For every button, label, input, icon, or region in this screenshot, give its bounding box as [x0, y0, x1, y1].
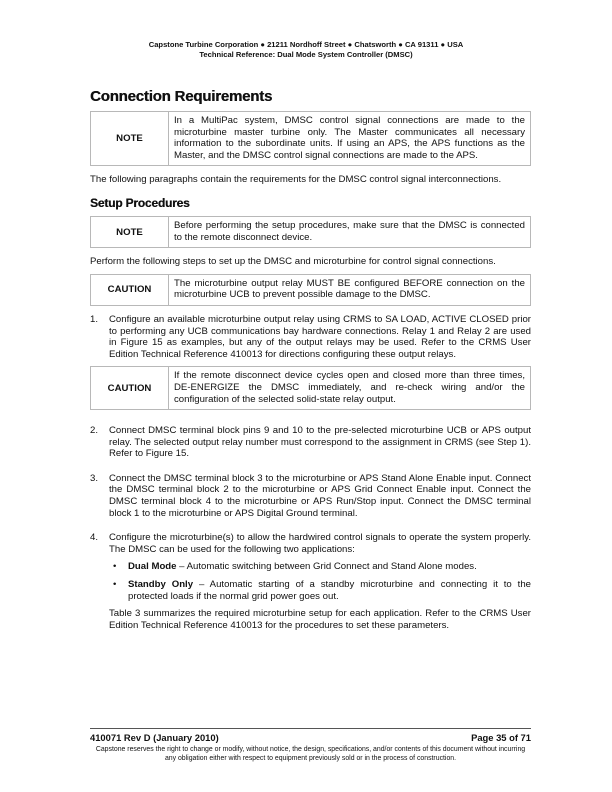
caution-text: The microturbine output relay MUST BE configured BEFORE connection on the microturbine UCB to prevent possible damage to the DMSC. [174, 277, 525, 301]
note-label: NOTE [91, 217, 169, 247]
step-text: Connect the DMSC terminal block 3 to the microturbine or APS Stand Alone Enable input. Connect the DMSC terminal block 2 to the microturbine or APS Grid Connect Enable input. Connect the DMSC terminal block 4 to the microturbine or APS Run/Stop input. Connect the DMSC terminal block 1 to the microturbine or APS Digital Ground terminal. [109, 472, 531, 519]
bullet-text: – Automatic starting of a standby microturbine and connecting it to the protected loads if the normal grid power goes out. [128, 579, 531, 602]
step-text: Configure the microturbine(s) to allow the hardwired control signals to operate the system properly. The DMSC can be used for the following two applications: [109, 532, 531, 555]
bullet-item [109, 561, 531, 573]
bullet-text: – Automatic switching between Grid Connect and Stand Alone modes. [176, 561, 477, 573]
step-number: 4. [90, 532, 99, 544]
bullet-term: Dual Mode [128, 561, 177, 573]
footer-disclaimer: Capstone reserves the right to change or modify, without notice, the design, specifications, and/or contents of this document without incurring any obligation either with respect to equipment previously sold or in the process of construction. [95, 746, 526, 762]
bullet-icon: • [113, 561, 117, 573]
note-box-setup [90, 216, 531, 248]
page-number: Page 35 of 71 [471, 732, 531, 743]
caution-box [90, 274, 531, 306]
step-number: 2. [90, 425, 99, 437]
header-line-1: Capstone Turbine Corporation ● 21211 Nordhoff Street ● Chatsworth ● CA 91311 ● USA [148, 40, 464, 49]
step-item [90, 425, 531, 466]
closing-paragraph: Table 3 summarizes the required microturbine setup for each application. Refer to the CRMS User Edition Technical Reference 410013 for the procedures to set these parameters. [109, 608, 531, 631]
note-text: In a MultiPac system, DMSC control signal connections are made to the microturbine master turbine only. The Master communicates all necessary information to the subordinate units. If using an APS, the APS functions as the Master, and the DMSC control signal connections are made to the APS. [174, 115, 525, 161]
caution-label: CAUTION [91, 367, 169, 409]
document-number: 410071 Rev D (January 2010) [90, 732, 219, 743]
step-text: Connect DMSC terminal block pins 9 and 10 to the pre-selected microturbine UCB or APS output relay. The selected output relay number must correspond to the assignment in CRMS (see Step 1). Refer to Figure 15. [109, 425, 531, 460]
step-number: 3. [90, 472, 99, 484]
note-label: NOTE [91, 112, 169, 165]
subsection-title: Setup Procedures [90, 195, 190, 210]
intro-paragraph: The following paragraphs contain the requirements for the DMSC control signal interconnections. [90, 174, 502, 186]
step-text: Configure an available microturbine output relay using CRMS to SA LOAD, ACTIVE CLOSED prior to performing any UCB communications bay hardware connections. Relay 1 and Relay 2 are used in Figure 15 as examples, but any of the output relays may be used. Refer to the CRMS User Edition Technical Reference 410013 for directions configuring these output relays. [109, 313, 531, 360]
bullet-term: Standby Only [128, 579, 194, 591]
caution-label: CAUTION [91, 275, 169, 305]
page-content [90, 88, 531, 644]
caution-box-2 [90, 366, 531, 410]
step-item [90, 532, 531, 637]
caution-text: If the remote disconnect device cycles open and closed more than three times, DE-ENERGIZE the DMSC immediately, and re-check wiring and/or the configuration of the selected solid-state relay output. [174, 370, 525, 405]
bullet-icon: • [113, 579, 117, 591]
footer-divider [90, 728, 531, 729]
header-line-2: Technical Reference: Dual Mode System Controller (DMSC) [199, 50, 413, 59]
setup-intro: Perform the following steps to set up the DMSC and microturbine for control signal connections. [90, 256, 496, 268]
step-item [90, 314, 531, 418]
bullet-item [109, 579, 531, 602]
step-number: 1. [90, 313, 99, 325]
note-text: Before performing the setup procedures, make sure that the DMSC is connected to the remote disconnect device. [174, 219, 525, 243]
step-item [90, 473, 531, 525]
section-title: Connection Requirements [90, 88, 273, 105]
note-box [90, 111, 531, 166]
